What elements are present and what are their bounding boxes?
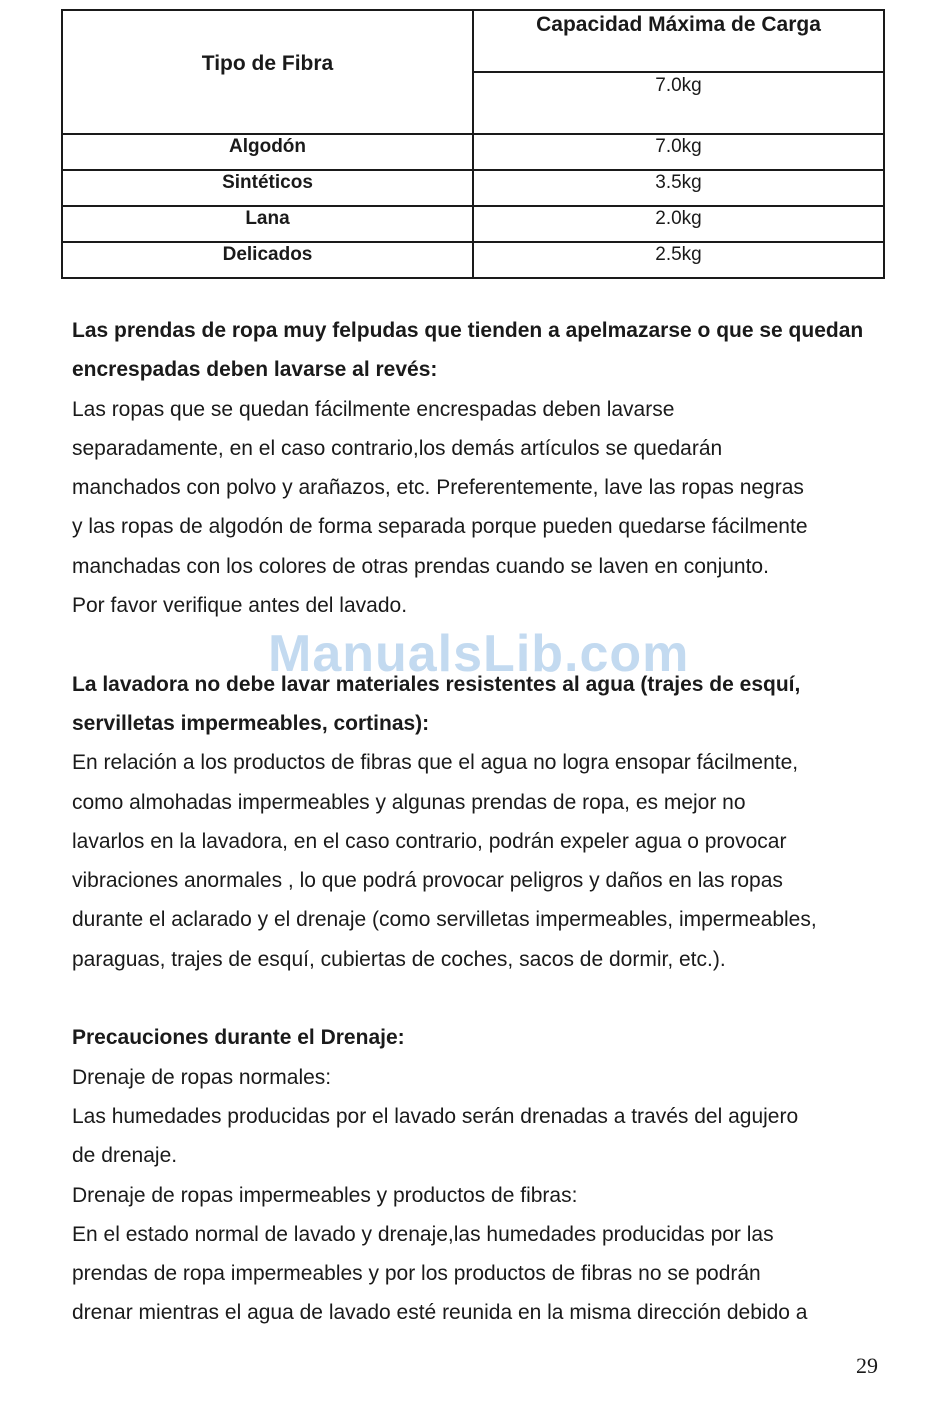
section-heading-line: Precauciones durante el Drenaje: (72, 1026, 405, 1050)
paragraph-line: como almohadas impermeables y algunas prendas de ropa, es mejor no (72, 790, 746, 814)
table-header-row (62, 10, 884, 72)
paragraph-line: Por favor verifique antes del lavado. (72, 594, 408, 618)
document-body (72, 311, 942, 1333)
paragraph-line: En relación a los productos de fibras que el agua no logra ensopar fácilmente, (72, 751, 799, 775)
fiber-cell: Sintéticos (62, 170, 473, 206)
capacity-cell: 2.0kg (473, 206, 884, 242)
paragraph-line: drenar mientras el agua de lavado esté reunida en la misma dirección debido a (72, 1301, 808, 1325)
section-heading-line: La lavadora no debe lavar materiales resistentes al agua (trajes de esquí, (72, 672, 801, 696)
table-row (62, 242, 884, 278)
capacity-cell: 3.5kg (473, 170, 884, 206)
section-drain-precautions (72, 1018, 942, 1332)
paragraph-line: Las humedades producidas por el lavado serán drenadas a través del agujero (72, 1104, 799, 1128)
paragraph-line: separadamente, en el caso contrario,los demás artículos se quedarán (72, 436, 723, 460)
capacity-cell: 2.5kg (473, 242, 884, 278)
fiber-cell: Algodón (62, 134, 473, 170)
header-fiber-type: Tipo de Fibra (62, 10, 473, 134)
paragraph-line: manchados con polvo y arañazos, etc. Preferentemente, lave las ropas negras (72, 476, 804, 500)
paragraph-line: vibraciones anormales , lo que podrá provocar peligros y daños en las ropas (72, 869, 783, 893)
paragraph-line: manchadas con los colores de otras prendas cuando se laven en conjunto. (72, 554, 769, 578)
paragraph-line: durante el aclarado y el drenaje (como servilletas impermeables, impermeables, (72, 908, 817, 932)
paragraph-line: Drenaje de ropas impermeables y productos de fibras: (72, 1183, 578, 1207)
paragraph-line: Las ropas que se quedan fácilmente encrespadas deben lavarse (72, 397, 675, 421)
paragraph-line: prendas de ropa impermeables y por los productos de fibras no se podrán (72, 1262, 761, 1286)
table-row (62, 206, 884, 242)
section-heading-line: Las prendas de ropa muy felpudas que tienden a apelmazarse o que se quedan (72, 319, 864, 342)
capacity-table (61, 9, 885, 279)
section-heading-line: encrespadas deben lavarse al revés: (72, 358, 438, 382)
paragraph-line: lavarlos en la lavadora, en el caso contrario, podrán expeler agua o provocar (72, 829, 787, 853)
paragraph-line: y las ropas de algodón de forma separada porque pueden quedarse fácilmente (72, 515, 808, 539)
fiber-cell: Delicados (62, 242, 473, 278)
header-max-capacity: Capacidad Máxima de Carga (473, 10, 884, 72)
section-waterproof-materials (72, 665, 942, 979)
paragraph-line: En el estado normal de lavado y drenaje,las humedades producidas por las (72, 1222, 774, 1246)
page-number: 29 (856, 1353, 878, 1378)
paragraph-line: paraguas, trajes de esquí, cubiertas de coches, sacos de dormir, etc.). (72, 947, 726, 971)
watermark: ManualsLib.com (268, 625, 690, 683)
fiber-cell: Lana (62, 206, 473, 242)
table-row (62, 134, 884, 170)
section-spacer (72, 979, 942, 1018)
capacity-cell: 7.0kg (473, 134, 884, 170)
header-capacity-value: 7.0kg (473, 72, 884, 134)
table-row (62, 170, 884, 206)
section-heading-line: servilletas impermeables, cortinas): (72, 711, 430, 735)
paragraph-line: Drenaje de ropas normales: (72, 1065, 332, 1089)
paragraph-line: de drenaje. (72, 1144, 178, 1168)
section-inside-out (72, 311, 942, 625)
